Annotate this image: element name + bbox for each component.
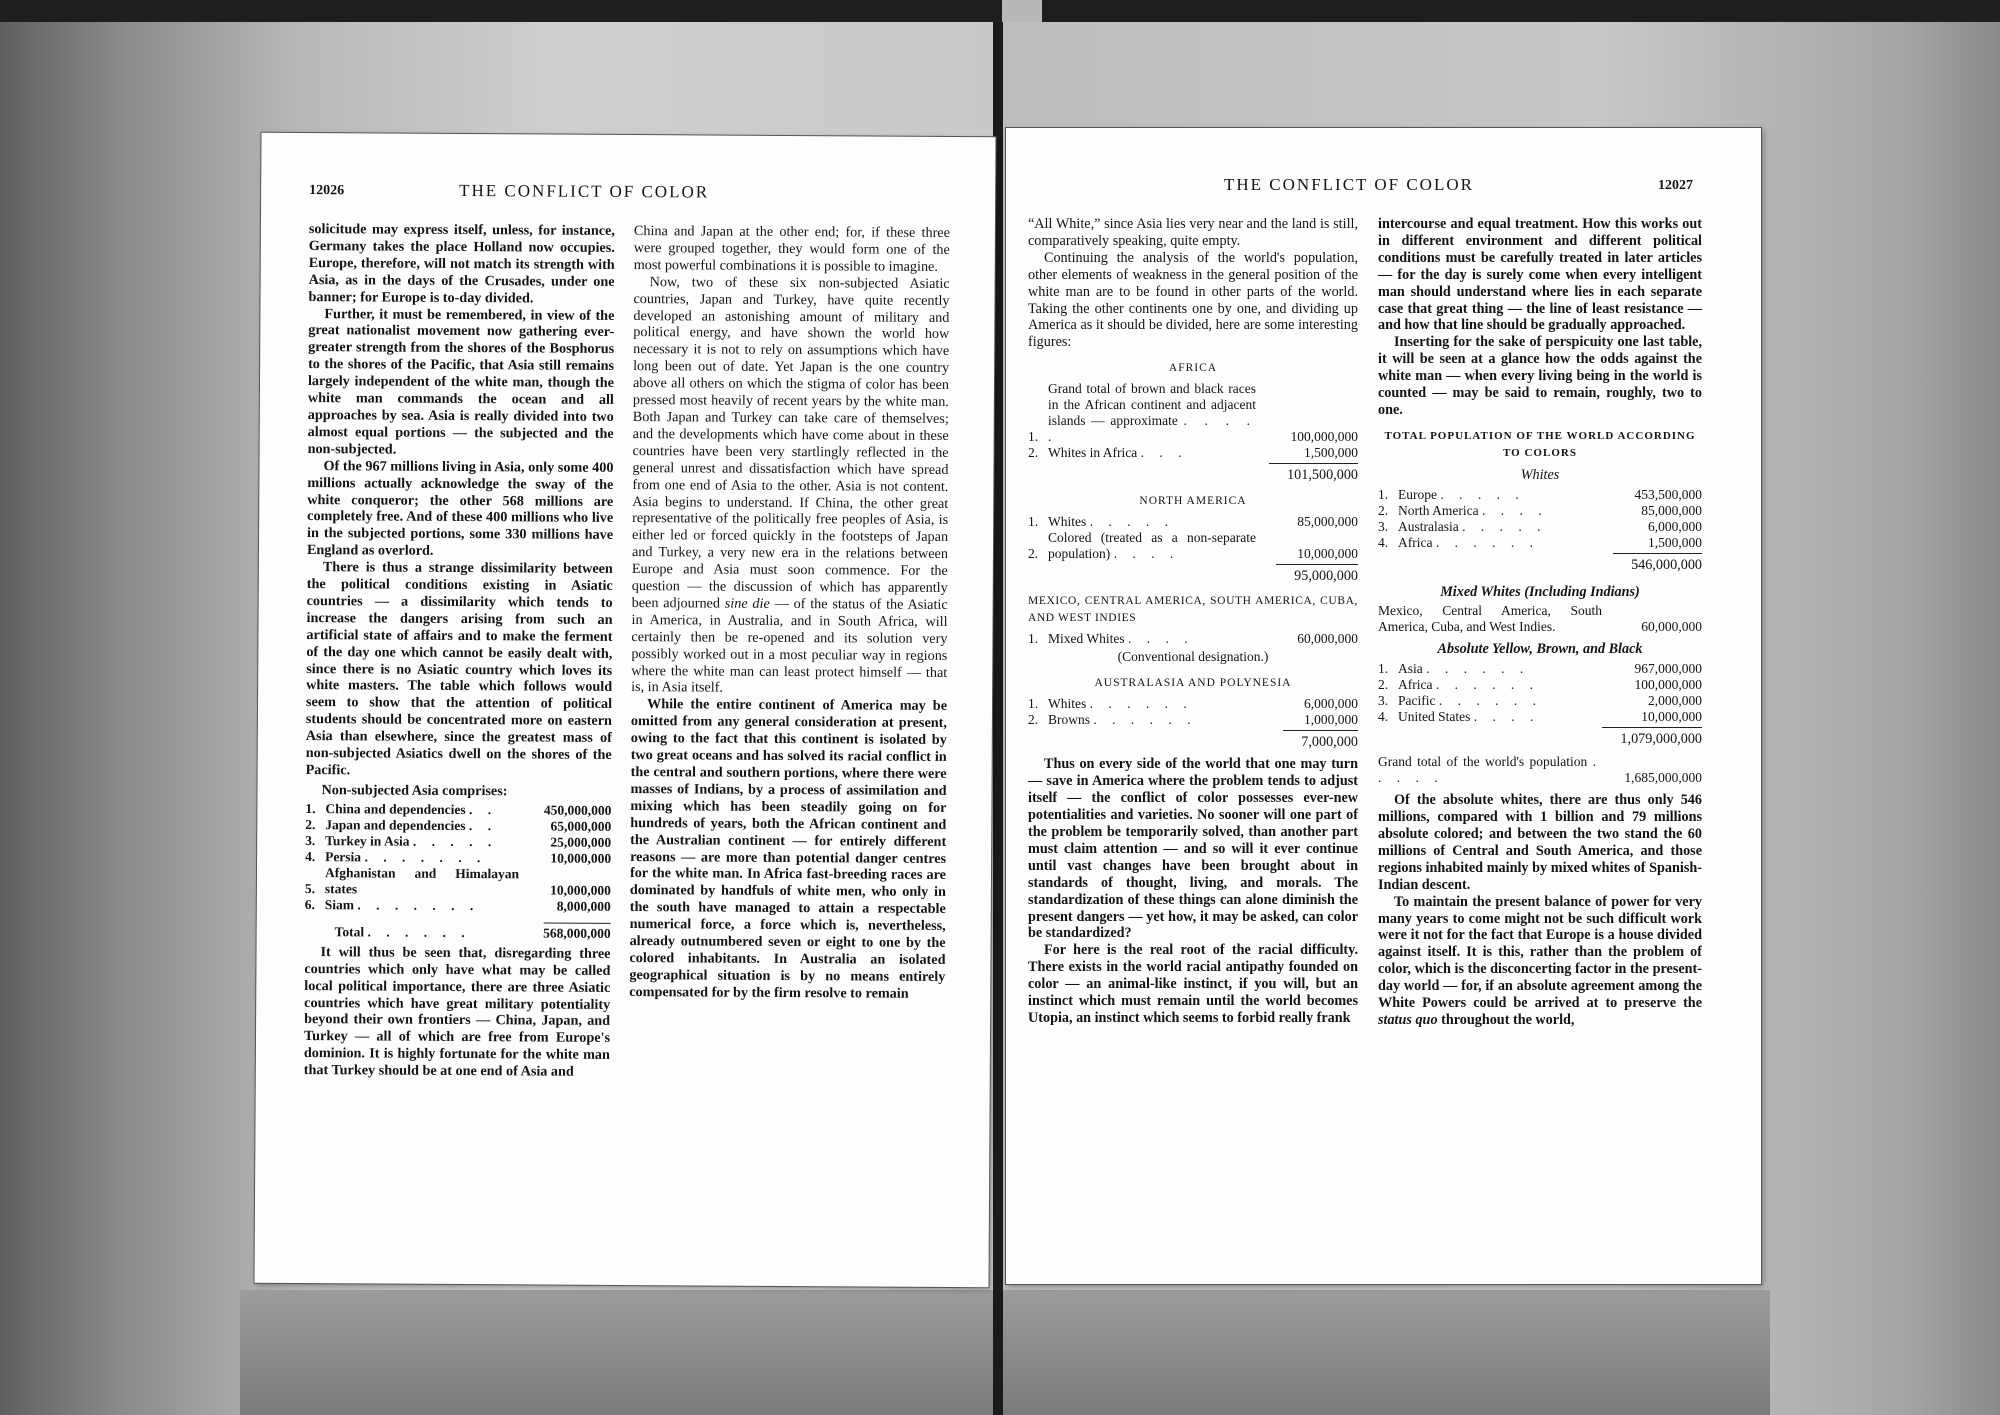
right-page-header [1006, 175, 1761, 197]
table-row: 4. Persia . . . . . . . 10,000,000 [305, 848, 612, 866]
table-row: 6. Siam . . . . . . . 8,000,000 [304, 896, 611, 914]
left-page-column-1 [304, 221, 615, 1081]
table-row: 1. Grand total of brown and black races in the African continent and adjacent islands — approximate . . . . . 100,000,000 [1028, 381, 1358, 445]
table-row: 3. Australasia . . . . . 6,000,000 [1378, 518, 1702, 534]
table-row: 1. Mixed Whites . . . . 60,000,000 [1028, 630, 1358, 646]
left-page [254, 133, 995, 1287]
table-row: 2. Whites in Africa . . . 1,500,000 [1028, 445, 1358, 461]
table-row: 2. Japan and dependencies . . 65,000,000 [305, 816, 612, 834]
africa-heading: AFRICA [1168, 362, 1218, 375]
australasia-heading: AUSTRALASIA AND POLYNESIA [1094, 676, 1292, 689]
table-row: 5. Afghanistan and Himalayan states 10,000,000 [304, 864, 611, 898]
paragraph: China and Japan at the other end; for, if these three were grouped together, they would form one of the most powerful combinations it is possible to imagine. [633, 223, 950, 275]
table-row: Mexico, Central America, South America, Cuba, and West Indies. 60,000,000 [1378, 603, 1702, 635]
table-row: 2. Africa . . . . . . 100,000,000 [1378, 677, 1702, 693]
paragraph: Of the absolute whites, there are thus only 546 millions, compared with 1 billion and 79 millions absolute colored; and between the two stand the 60 millions of Central and South America, and those regions inhabited mainly by mixed whites of Spanish-Indian descent. [1378, 792, 1702, 893]
paragraph: Thus on every side of the world that one may turn — save in America where the problem tends to adjust itself — the conflict of color possesses ever-new potentialities and varieties. No sooner will one part of the problem be temporarily solved, than another part must claim attention — and so will it ever continue until vast changes have been brought about in standards of thought, living, and morals. The standardization of these things can alone diminish the present dangers — yet how, it may be asked, can color be standardized? [1028, 756, 1358, 942]
paragraph: “All White,” since Asia lies very near and the land is still, comparatively speaking, quite empty. [1028, 216, 1358, 249]
north-america-total: 95,000,000 [1028, 564, 1358, 585]
page-number: 12027 [1658, 178, 1693, 193]
table-row: 2. Colored (treated as a non-separate population) . . . . 10,000,000 [1028, 529, 1358, 561]
paragraph: intercourse and equal treatment. How this works out in different environment and different political conditions must be carefully treated in later articles — for the day is surely come when every intelligent man should understand where lies in each separate case that great thing — the line of least resistance — and how that line should be gradually approached. [1378, 216, 1702, 334]
table-row: 4. Africa . . . . . . 1,500,000 [1378, 534, 1702, 550]
left-page-header [261, 180, 995, 206]
paragraph: To maintain the present balance of power for very many years to come might not be such difficult work were it not for the fact that Europe is a house divided against itself. It is this, rather than the problem of color, which is the disconcerting factor in the present-day world — for, if an absolute agreement among the White Powers could be arrived at to preserve the status quo throughout the world, [1378, 893, 1702, 1028]
scan-background-bottom [240, 1290, 1770, 1415]
left-page-column-2 [629, 223, 950, 1003]
table-row: 1. Europe . . . . . 453,500,000 [1378, 486, 1702, 502]
grand-total-table [1378, 754, 1702, 786]
paragraph: solicitude may express itself, unless, for instance, Germany takes the place Holland now occupies. Europe, therefore, will not match its strength with Asia, as in the days of the Crusades, under one banner; for Europe is to-day divided. [308, 221, 615, 307]
scan-top-gap [1002, 0, 1042, 22]
latin-america-heading: MEXICO, CENTRAL AMERICA, SOUTH AMERICA, CUBA, AND WEST INDIES [1028, 594, 1358, 624]
table-total-row: Total . . . . . . 568,000,000 [334, 924, 611, 941]
running-title: THE CONFLICT OF COLOR [459, 180, 710, 202]
page-number: 12026 [309, 183, 345, 199]
absolute-colored-heading: Absolute Yellow, Brown, and Black [1437, 641, 1643, 658]
scan-top-border [0, 0, 2000, 22]
table-row: 4. United States . . . . 10,000,000 [1378, 709, 1702, 725]
table-row: 1. Asia . . . . . . 967,000,000 [1378, 661, 1702, 677]
paragraph: For here is the real root of the racial difficulty. There exists in the world racial antipathy founded on color — an animal-like instinct, if you will, but an instinct which must remain until the world becomes Utopia, an instinct which seems to forbid really frank [1028, 942, 1358, 1026]
australasia-total: 7,000,000 [1028, 730, 1358, 751]
north-america-heading: NORTH AMERICA [1139, 495, 1247, 508]
africa-total: 101,500,000 [1028, 463, 1358, 484]
right-page [1006, 128, 1761, 1284]
paragraph: There is thus a strange dissimilarity between the political conditions existing in Asiatic countries — a dissimilarity which tends to increase the dangers arising from such an artificial state of affairs and to make the ferment of the day one which cannot be easily dealt with, since there is no Asiatic country which loves its white masters. The table which follows would seem to show that the attention of political students should be concentrated more on eastern Asia than elsewhere, since the greatest mass of non-subjected Asiatics dwell on the shores of the Pacific. [305, 559, 613, 779]
table-row: Grand total of the world's population . . . . . 1,685,000,000 [1378, 754, 1702, 786]
whites-heading: Whites [1520, 466, 1560, 483]
table-row: 1. Whites . . . . . . 6,000,000 [1028, 695, 1358, 711]
non-subjected-asia-table [305, 801, 612, 942]
paragraph: Of the 967 millions living in Asia, only some 400 millions actually acknowledge the sway of the white conqueror; the other 568 millions are completely free. And of these 400 millions who live in the subjected portions, some 330 millions have England as overlord. [306, 457, 614, 560]
table-row: 1. Whites . . . . . 85,000,000 [1028, 513, 1358, 529]
whites-table [1378, 487, 1702, 551]
table-row: 2. Browns . . . . . . 1,000,000 [1028, 711, 1358, 727]
table-note: (Conventional designation.) [1117, 648, 1269, 664]
absolute-colored-table [1378, 661, 1702, 725]
mixed-whites-table [1378, 603, 1702, 635]
mixed-whites-heading: Mixed Whites (Including Indians) [1440, 583, 1640, 600]
absolute-colored-total: 1,079,000,000 [1378, 727, 1702, 748]
paragraph: It will thus be seen that, disregarding three countries which only have what may be called local political importance, there are three Asiatic countries which have great military potentiality beyond their own frontiers — China, Japan, and Turkey — all of which are free from Europe's dominion. It is highly fortunate for the white man that Turkey should be at one end of Asia and [303, 943, 611, 1080]
table-row: 2. North America . . . . 85,000,000 [1378, 502, 1702, 518]
right-page-column-1 [1028, 216, 1358, 1027]
paragraph: While the entire continent of America may be omitted from any general consideration at present, owing to the fact that this continent is isolated by two great oceans and has solved its racial conflict in the central and southern portions, where there were masses of Indians, by a process of assimilation and mixing which has been steadily going on for hundreds of years, both the African continent and the Australian continent — for entirely different reasons — are more than potential danger centres for the white man. In Africa fast-breeding races are dominated by handfuls of white men, who only in the south have managed to attain a respectable numerical force, a force which is, nevertheless, already outnumbered seven or eight to one by the colored inhabitants. In Australia an isolated geographical situation is by no means entirely compensated for by the firm resolve to remain [629, 696, 948, 1002]
world-population-heading: TOTAL POPULATION OF THE WORLD ACCORDING TO COLORS [1384, 429, 1696, 459]
whites-total: 546,000,000 [1378, 553, 1702, 574]
table-row: 3. Turkey in Asia . . . . . 25,000,000 [305, 832, 612, 850]
paragraph: Further, it must be remembered, in view of the great nationalist movement now gathering ever-greater strength from the shores of the Bosphorus to the shores of the Pacific, that Asia still remains largely independent of the white man, though the white man commands the ocean and all approaches by sea. Asia is really divided into two almost equal portions — the subjected and the non-subjected. [307, 305, 615, 458]
north-america-table [1028, 514, 1358, 562]
australasia-table [1028, 696, 1358, 728]
table-row: 1. China and dependencies . . 450,000,000 [305, 800, 612, 818]
paragraph: Continuing the analysis of the world's population, other elements of weakness in the general position of the white man are to be found in other parts of the world. Taking the other continents one by one, and dividing up America as it should be divided, here are some interesting figures: [1028, 249, 1358, 351]
paragraph: Now, two of these six non-subjected Asiatic countries, Japan and Turkey, have quite recently developed an astonishing amount of military and political energy, and have shown the world how necessary it is not to rely on assumptions which have long been out of date. Yet Japan is the one country above all others on which the stigma of color has been pressed most heavily of recent years by the white man. Both Japan and Turkey can take care of themselves; and the developments which have come about in these countries have been very startlingly reflected in the general unrest and dissatisfaction which have spread from one end of Asia to the other. Asia is not content. Asia begins to understand. If China, the other great representative of the politically free peoples of Asia, is either led or forced quickly in the footsteps of Japan and Turkey, a very new era in the relations between Europe and Asia must soon commence. For the question — the discussion of which has apparently been adjourned sine die — of the status of the Asiatic in America, in Australia, and in South Africa, will certainly then be re-opened and its solution very possibly worked out in a most peculiar way in regions where the white man can least protect himself — that is, in Asia itself. [631, 273, 950, 697]
paragraph: Inserting for the sake of perspicuity one last table, it will be seen at a glance how the odds against the white man — when every living being in the world is counted — may be said to remain, roughly, two to one. [1378, 334, 1702, 418]
right-page-column-2 [1378, 216, 1702, 1029]
table-row: 3. Pacific . . . . . . 2,000,000 [1378, 693, 1702, 709]
africa-table [1028, 381, 1358, 461]
running-title: THE CONFLICT OF COLOR [1224, 175, 1474, 194]
table-intro: Non-subjected Asia comprises: [321, 782, 508, 800]
latin-america-table [1028, 631, 1358, 647]
